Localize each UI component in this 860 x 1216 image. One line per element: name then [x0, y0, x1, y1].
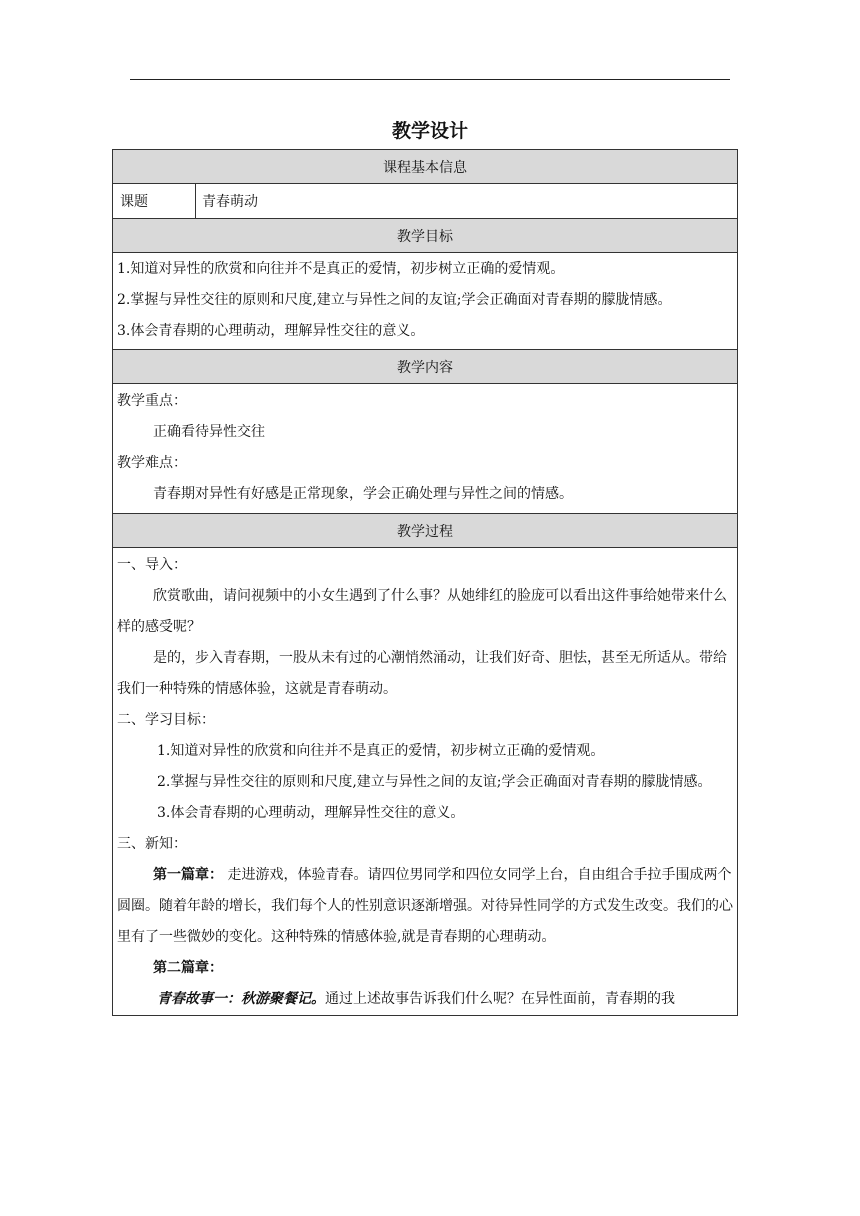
process-cell [113, 548, 738, 1016]
process-header-row [113, 514, 738, 548]
header-rule [130, 79, 730, 80]
goal-item: 2.掌握与异性交往的原则和尺度,建立与异性之间的友谊;学会正确面对青春期的朦胧情感。 [117, 292, 672, 308]
content-header-row [113, 350, 738, 384]
key-point-label: 教学重点： [117, 393, 187, 409]
goals-header: 教学目标 [113, 219, 738, 253]
section-heading: 三、新知： [117, 836, 187, 852]
basic-info-header: 课程基本信息 [113, 150, 738, 184]
goal-item: 1.知道对异性的欣赏和向往并不是真正的爱情，初步树立正确的爱情观。 [117, 261, 565, 277]
story-one-paragraph [117, 984, 733, 1015]
topic-label: 课题 [113, 184, 196, 219]
objective-item: 3.体会青春期的心理萌动，理解异性交往的意义。 [157, 805, 465, 821]
basic-info-header-row [113, 150, 738, 184]
process-header: 教学过程 [113, 514, 738, 548]
chapter-one-label: 第一篇章： [153, 867, 223, 883]
topic-row [113, 184, 738, 219]
story-one-label: 青春故事一：秋游聚餐记。 [157, 991, 325, 1007]
topic-value: 青春萌动 [196, 184, 738, 219]
objective-item: 2.掌握与异性交往的原则和尺度,建立与异性之间的友谊;学会正确面对青春期的朦胧情感。 [157, 774, 712, 790]
paragraph: 欣赏歌曲，请问视频中的小女生遇到了什么事？从她绯红的脸庞可以看出这件事给她带来什么样的感受呢？ [117, 588, 727, 635]
difficulty-label: 教学难点： [117, 455, 187, 471]
story-one-text: 通过上述故事告诉我们什么呢？在异性面前，青春期的我 [325, 991, 675, 1007]
chapter-two-label: 第二篇章： [153, 960, 223, 976]
goal-item: 3.体会青春期的心理萌动，理解异性交往的意义。 [117, 323, 425, 339]
content-row [113, 384, 738, 514]
goals-cell [113, 253, 738, 350]
process-row [113, 548, 738, 1016]
objective-item: 1.知道对异性的欣赏和向往并不是真正的爱情，初步树立正确的爱情观。 [157, 743, 605, 759]
document-title: 教学设计 [391, 120, 468, 142]
content-header: 教学内容 [113, 350, 738, 384]
goals-row [113, 253, 738, 350]
goals-header-row [113, 219, 738, 253]
section-heading: 一、导入： [117, 557, 187, 573]
paragraph: 是的，步入青春期，一股从未有过的心潮悄然涌动，让我们好奇、胆怯，甚至无所适从。带给我们一种特殊的情感体验，这就是青春萌动。 [117, 650, 727, 697]
chapter-one-text: 走进游戏，体验青春。请四位男同学和四位女同学上台，自由组合手拉手围成两个圆圈。随着年龄的增长，我们每个人的性别意识逐渐增强。对待异性同学的方式发生改变。我们的心里有了一些微妙的变化。这种特殊的情感体验,就是青春期的心理萌动。 [117, 867, 733, 945]
chapter-one-paragraph [117, 860, 733, 953]
difficulty-text: 青春期对异性有好感是正常现象，学会正确处理与异性之间的情感。 [153, 486, 573, 502]
lesson-table [112, 149, 738, 1016]
section-heading: 二、学习目标： [117, 712, 215, 728]
content-cell [113, 384, 738, 514]
key-point-text: 正确看待异性交往 [153, 424, 265, 440]
